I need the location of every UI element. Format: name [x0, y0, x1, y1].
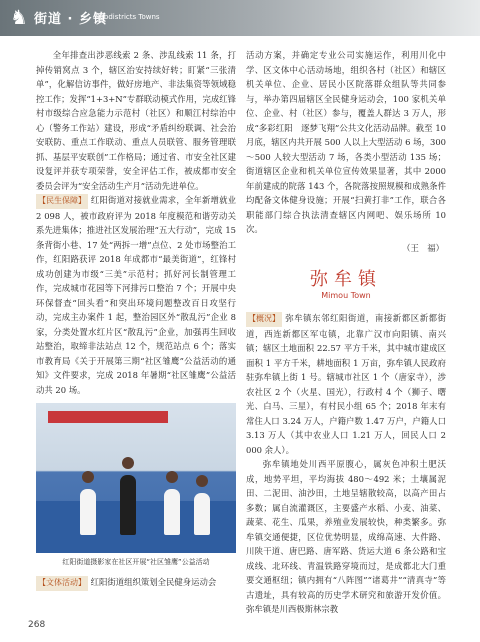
- town-subtitle: Mimou Town: [321, 291, 371, 300]
- section-tag-overview: 【概况】: [246, 312, 282, 327]
- author-signoff: （王 福）: [402, 242, 444, 253]
- photo-figure: [164, 489, 180, 535]
- photo-caption: 红阳街道摄影家在社区开展“社区雏鹰”公益活动: [62, 558, 210, 566]
- paragraph-culture-cont: 活动方案，并确定专业公司实施运作，利用川化中学、区文体中心活动场地，组织各村（社区）和辖区机关单位、企业、居民小区院落群众组队等共同参与，举办第四届辖区全民健身运动会，100 家机关单位、企业、村（社区）参与，覆盖人群达 3 万人，形成“多彩红阳 逐梦飞翔”公共文化活动品牌。截至 10 月底，辖区内共开展 500 人以上大型活动 6 场，300～500 人较大型活动 7 场，各类小型活动 135 场；街道辖区企业和机关单位宣传效果显著，其中 2000 年前建成的院落 143 个，各院落按照规模和成熟条件均配备文体健身设施；开展“扫黄打非”工作，联合各职能部门综合执法清查辖区内网吧、娱乐场所 10 次。: [246, 50, 446, 234]
- paragraph-culture: [36, 575, 236, 591]
- paragraph-livelihood: [36, 193, 236, 397]
- section-subtitle: Subdistricts Towns: [95, 13, 160, 21]
- town-title: 弥牟镇: [310, 269, 382, 290]
- paragraph-security: 全年排查出涉恶线索 2 条、涉乱线索 11 条，打掉传销窝点 3 个，辖区治安持续好转；盯紧“三张清单”，化解信访事件，做好房地产、非法集资等领域稳控工作；发挥“1+3+N”专群联动模式作用，完成红锋村市级综合应急能力示范村（社区）和顺江村综治中心（警务工作站）建设，形成“矛盾纠纷联调、社会治安联防、重点工作联动、重点人员联管、服务管理联抓、基层平安联创”工作格局；通过省、市安全社区建设复评并获专项荣誉，安全评估工作，被成都市安全委员会评为“安全活动生产月”活动先进单位。: [36, 50, 236, 191]
- left-column: [36, 48, 236, 591]
- culture-text: 红阳街道组织策划全民健身运动会: [90, 577, 217, 587]
- overview-text: 弥牟镇东邻红阳街道，南接新都区新都街道，西连新都区军屯镇，北靠广汉市向阳镇、南兴镇；辖区土地面积 22.57 平方千米，其中城市建成区面积 1 平方千米，耕地面积 1 万亩，弥牟镇人民政府驻弥牟镇上街 1 号。辖城市社区 1 个（唐家寺），涉农社区 2 个（火星、国光），行政村 4 个（狮子、曙光、白马、三星），有村民小组 65 个；2018 年末有常住人口 3.24 万人，户籍户数 1.47 万户，户籍人口 3.13 万人（其中农业人口 1.21 万人，回民人口 2 000 余人）。: [246, 313, 446, 455]
- photo-figure-head: [196, 475, 208, 487]
- section-tag-culture: 【文体活动】: [36, 576, 88, 591]
- paragraph-geography: 弥牟镇地处川西平原腹心，属灰色冲积土肥沃成，地势平坦，平均海拔 480～492 米；土壤属泥田、二泥田、油沙田，土地呈辖散较高，以高产田占多数；属自流灌溉区，主要盛产水稻、小麦、油菜、蔬菜、花生、瓜果，养殖业发展较快，种类繁多。弥牟镇交通便捷，区位优势明显，成绵高速、大件路、川陕干道、唐巴路、唐军路、货运大道 6 条公路和宝成线、北环线、青温铁路穿境而过，是成都北大门重要交通枢纽；镇内拥有“八阵图”“诸葛井”“清真寺”等古遗址，具有较高的历史学术研究和旅游开发价值。弥牟镇是川西极斯林宗教: [246, 459, 446, 614]
- right-column: [246, 48, 446, 617]
- activity-photo: [36, 403, 236, 553]
- paragraph-overview: [246, 311, 446, 457]
- photo-figure-head: [82, 471, 94, 483]
- photo-figure: [194, 493, 210, 535]
- livelihood-text: 红阳街道对接就业需求，全年新增就业 2 098 人，被市政府评为 2018 年度模范和谐劳动关系先进集体；推进社区发展治理“五大行动”，完成 15 条背街小巷、17 处“两拆一增”点位、2 处市场整治工作，红阳路获评 2018 年成都市“最美街道”，红锋村成功创建为市级“三美”示范村；抓好河长制管理工作，完成城市花园等下河排污口整治 7 个；开展中央环保督查“回头看”和突出环境问题整改百日攻坚行动，完成主办案件 1 起，整治园区外“散乱污”企业 8 家，分类处置水红片区“散乱污”企业，加强再生回收站整治，取缔非法站点 12 个，规范站点 6 个；落实市教育局《关于开展第三期“社区雏鹰”公益活动的通知》文件要求，完成 2018 年暑期“社区雏鹰”公益活动共 20 场。: [36, 195, 236, 395]
- photo-figure: [80, 489, 96, 535]
- section-title: 街道 · 乡镇: [34, 12, 107, 27]
- photo-figure-head: [122, 457, 134, 469]
- horse-logo-icon: ♞: [10, 5, 28, 29]
- section-tag-livelihood: 【民生保障】: [36, 194, 88, 209]
- photo-banner: [48, 411, 168, 423]
- header-band: [0, 0, 480, 36]
- photo-figure: [120, 475, 136, 535]
- photo-figure-head: [166, 471, 178, 483]
- page-number: 268: [28, 620, 46, 630]
